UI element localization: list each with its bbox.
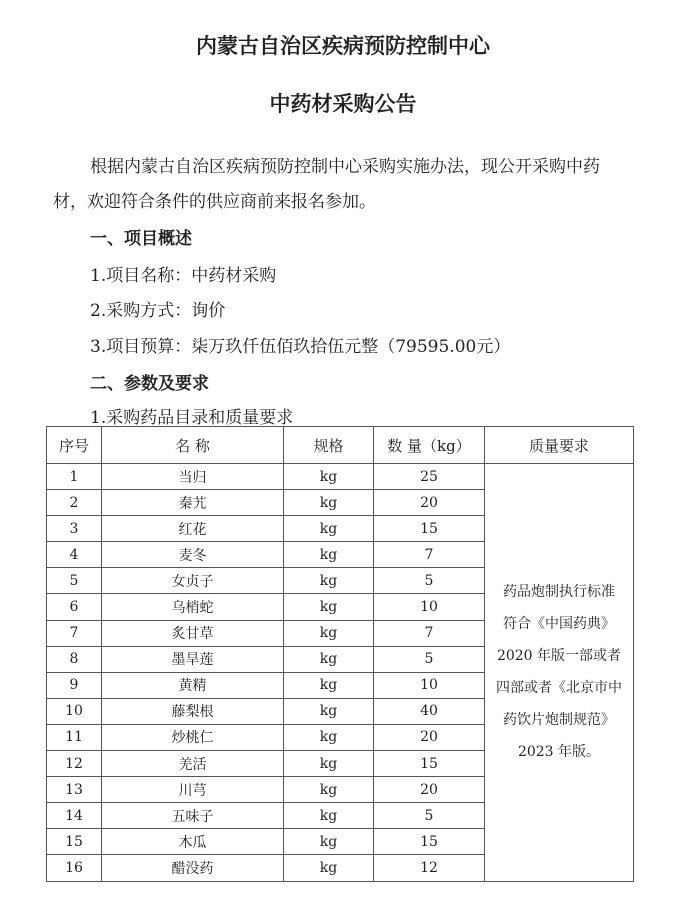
cell-no: 10 bbox=[47, 698, 102, 724]
cell-no: 9 bbox=[47, 672, 102, 698]
cell-name: 红花 bbox=[102, 516, 284, 542]
cell-quantity: 25 bbox=[374, 464, 485, 490]
project-budget: 3.项目预算：柒万玖仟伍佰玖拾伍元整（79595.00元） bbox=[90, 337, 511, 357]
cell-quantity: 15 bbox=[374, 516, 485, 542]
section-heading-requirements: 二、参数及要求 bbox=[90, 374, 209, 394]
cell-no: 15 bbox=[47, 829, 102, 855]
cell-quantity: 7 bbox=[374, 620, 485, 646]
cell-no: 6 bbox=[47, 594, 102, 620]
header-name: 名 称 bbox=[102, 427, 284, 464]
cell-quantity: 15 bbox=[374, 751, 485, 777]
cell-spec: kg bbox=[284, 646, 374, 672]
cell-name: 羌活 bbox=[102, 751, 284, 777]
header-quantity: 数 量（kg） bbox=[374, 427, 485, 464]
cell-name: 醋没药 bbox=[102, 855, 284, 881]
cell-quantity: 12 bbox=[374, 855, 485, 881]
header-quality: 质量要求 bbox=[485, 427, 634, 464]
cell-quantity: 5 bbox=[374, 803, 485, 829]
cell-name: 木瓜 bbox=[102, 829, 284, 855]
procurement-table bbox=[46, 426, 634, 882]
cell-no: 8 bbox=[47, 646, 102, 672]
cell-no: 12 bbox=[47, 751, 102, 777]
cell-spec: kg bbox=[284, 464, 374, 490]
quality-requirement-line: 2023 年版。 bbox=[517, 744, 601, 761]
cell-name: 乌梢蛇 bbox=[102, 594, 284, 620]
cell-name: 炒桃仁 bbox=[102, 724, 284, 750]
quality-requirement-line: 药品炮制执行标准 bbox=[503, 584, 615, 601]
cell-quantity: 10 bbox=[374, 672, 485, 698]
cell-name: 五味子 bbox=[102, 803, 284, 829]
cell-no: 14 bbox=[47, 803, 102, 829]
cell-quantity: 10 bbox=[374, 594, 485, 620]
cell-spec: kg bbox=[284, 516, 374, 542]
cell-quantity: 15 bbox=[374, 829, 485, 855]
cell-no: 1 bbox=[47, 464, 102, 490]
project-name: 1.项目名称：中药材采购 bbox=[90, 266, 277, 286]
cell-name: 藤梨根 bbox=[102, 698, 284, 724]
cell-name: 秦艽 bbox=[102, 490, 284, 516]
quality-requirement-line: 符合《中国药典》 bbox=[503, 616, 615, 633]
cell-spec: kg bbox=[284, 803, 374, 829]
cell-spec: kg bbox=[284, 568, 374, 594]
header-spec: 规格 bbox=[284, 427, 374, 464]
cell-name: 麦冬 bbox=[102, 542, 284, 568]
quality-requirement-line: 药饮片炮制规范》 bbox=[503, 712, 615, 729]
cell-name: 当归 bbox=[102, 464, 284, 490]
cell-name: 川芎 bbox=[102, 777, 284, 803]
cell-no: 7 bbox=[47, 620, 102, 646]
cell-spec: kg bbox=[284, 490, 374, 516]
cell-spec: kg bbox=[284, 829, 374, 855]
cell-no: 4 bbox=[47, 542, 102, 568]
cell-spec: kg bbox=[284, 672, 374, 698]
cell-spec: kg bbox=[284, 620, 374, 646]
cell-name: 黄精 bbox=[102, 672, 284, 698]
quality-requirement-cell bbox=[485, 464, 634, 882]
cell-name: 女贞子 bbox=[102, 568, 284, 594]
subsection-catalog: 1.采购药品目录和质量要求 bbox=[90, 408, 294, 428]
header-no: 序号 bbox=[47, 427, 102, 464]
procurement-method: 2.采购方式：询价 bbox=[90, 301, 226, 321]
intro-line-1: 根据内蒙古自治区疾病预防控制中心采购实施办法，现公开采购中药 bbox=[90, 157, 600, 177]
cell-quantity: 20 bbox=[374, 490, 485, 516]
cell-spec: kg bbox=[284, 855, 374, 881]
cell-no: 13 bbox=[47, 777, 102, 803]
cell-no: 2 bbox=[47, 490, 102, 516]
intro-line-2: 材，欢迎符合条件的供应商前来报名参加。 bbox=[53, 192, 376, 212]
cell-spec: kg bbox=[284, 698, 374, 724]
cell-name: 炙甘草 bbox=[102, 620, 284, 646]
cell-spec: kg bbox=[284, 777, 374, 803]
cell-no: 3 bbox=[47, 516, 102, 542]
cell-spec: kg bbox=[284, 594, 374, 620]
table-header-row bbox=[47, 427, 634, 464]
cell-no: 11 bbox=[47, 724, 102, 750]
cell-quantity: 5 bbox=[374, 646, 485, 672]
cell-quantity: 40 bbox=[374, 698, 485, 724]
cell-spec: kg bbox=[284, 751, 374, 777]
cell-spec: kg bbox=[284, 724, 374, 750]
quality-requirement-line: 2020 年版一部或者 bbox=[496, 648, 622, 665]
cell-no: 16 bbox=[47, 855, 102, 881]
table-row bbox=[47, 464, 634, 490]
cell-name: 墨旱莲 bbox=[102, 646, 284, 672]
organization-title: 内蒙古自治区疾病预防控制中心 bbox=[196, 34, 490, 58]
cell-quantity: 20 bbox=[374, 724, 485, 750]
cell-no: 5 bbox=[47, 568, 102, 594]
quality-requirement-line: 四部或者《北京市中 bbox=[496, 680, 622, 697]
cell-spec: kg bbox=[284, 542, 374, 568]
cell-quantity: 5 bbox=[374, 568, 485, 594]
announcement-title: 中药材采购公告 bbox=[269, 92, 417, 116]
section-heading-overview: 一、项目概述 bbox=[90, 229, 192, 249]
cell-quantity: 20 bbox=[374, 777, 485, 803]
cell-quantity: 7 bbox=[374, 542, 485, 568]
